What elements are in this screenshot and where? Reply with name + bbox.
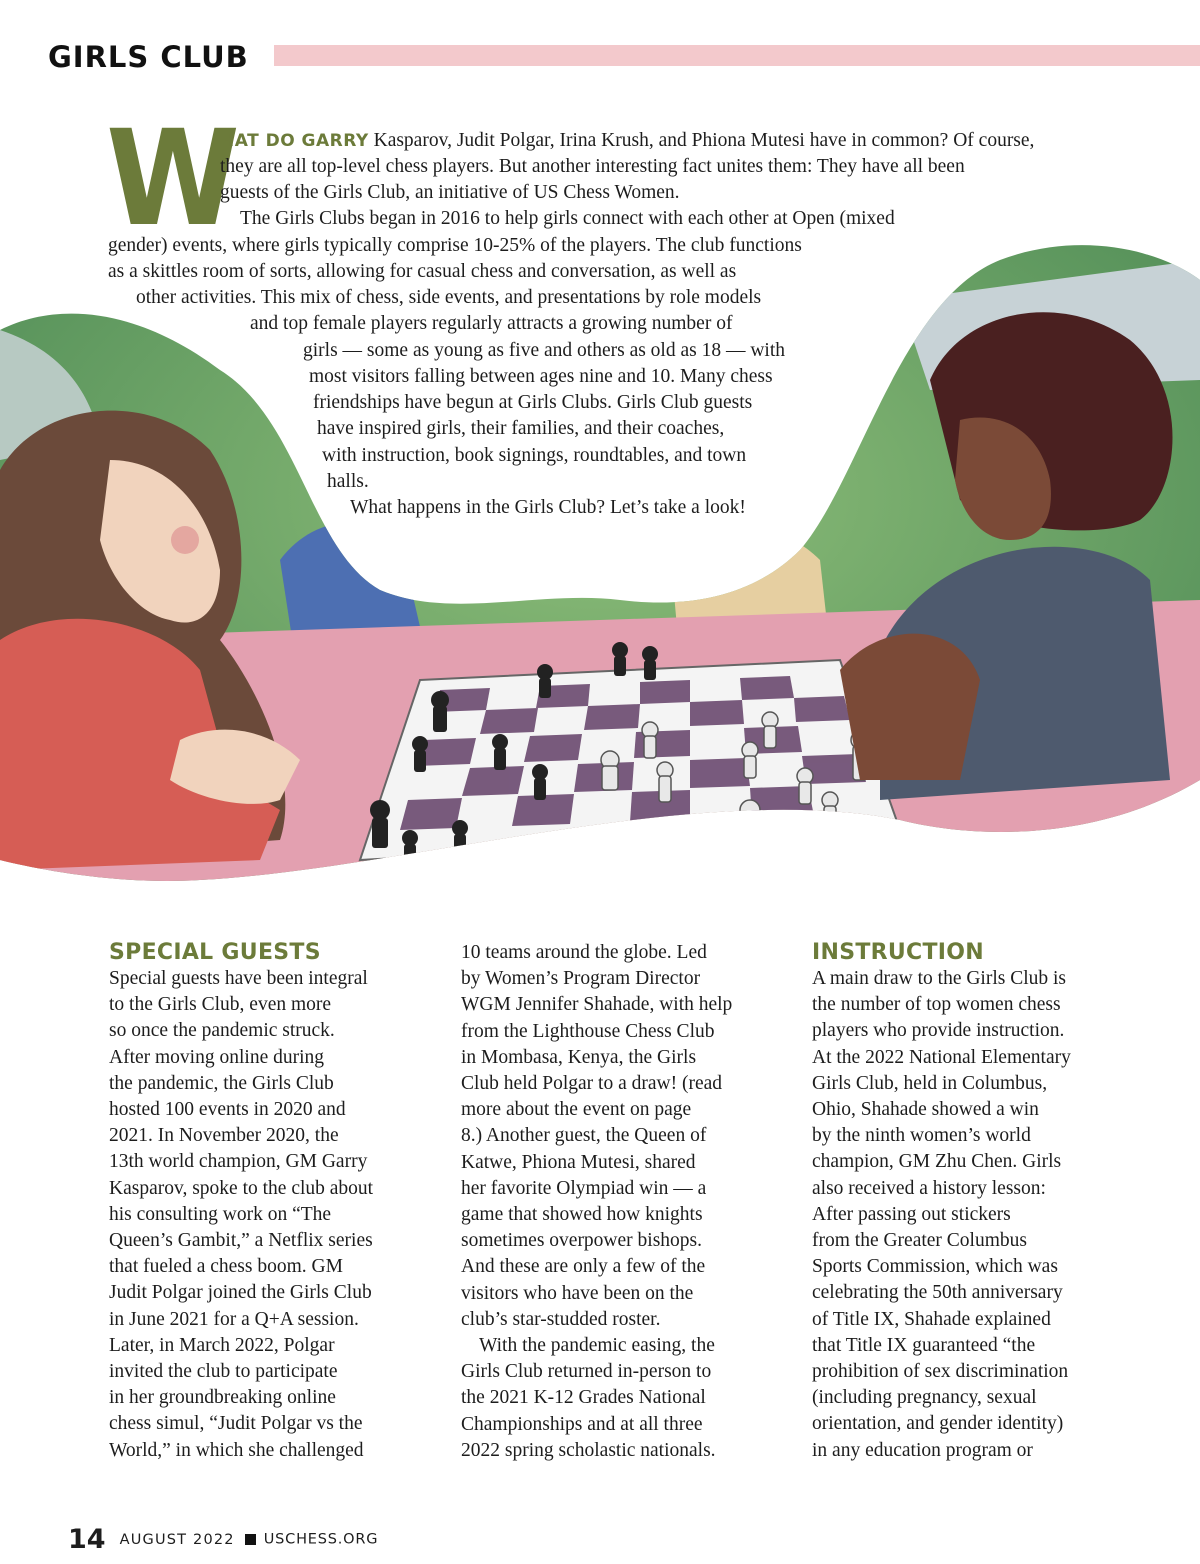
intro-line: guests of the Girls Club, an initiative of US Chess Women.: [220, 182, 680, 203]
body-line: players who provide instruction.: [812, 1020, 1065, 1042]
body-line: that fueled a chess boom. GM: [109, 1256, 343, 1278]
body-line: to the Girls Club, even more: [109, 994, 332, 1016]
intro-line: gender) events, where girls typically comprise 10-25% of the players. The club functions: [108, 235, 802, 256]
body-line: Queen’s Gambit,” a Netflix series: [109, 1230, 373, 1252]
body-line: so once the pandemic struck.: [109, 1020, 335, 1042]
column-instruction: [812, 940, 1132, 1464]
body-line: prohibition of sex discrimination: [812, 1361, 1069, 1383]
body-line: World,” in which she challenged: [109, 1439, 364, 1461]
site-url: USCHESS.ORG: [263, 1531, 379, 1548]
body-line: And these are only a few of the: [461, 1256, 706, 1278]
body-line: orientation, and gender identity): [812, 1413, 1064, 1435]
heading-instruction: INSTRUCTION: [812, 940, 985, 965]
body-line: Later, in March 2022, Polgar: [109, 1334, 335, 1356]
body-line: in her groundbreaking online: [109, 1387, 336, 1409]
body-line: club’s star-studded roster.: [461, 1308, 661, 1330]
intro-line: friendships have begun at Girls Clubs. Girls Club guests: [313, 392, 753, 413]
body-line: by the ninth women’s world: [812, 1125, 1031, 1147]
body-line: At the 2022 National Elementary: [812, 1046, 1071, 1068]
intro-line: have inspired girls, their families, and their coaches,: [317, 418, 725, 439]
header-bar: [274, 45, 1200, 66]
column-middle: [461, 940, 781, 1464]
body-line: Ohio, Shahade showed a win: [812, 1099, 1039, 1121]
body-line: that Title IX guaranteed “the: [812, 1334, 1036, 1356]
body-line: invited the club to participate: [109, 1361, 338, 1383]
body-line: in any education program or: [812, 1439, 1033, 1461]
body-line: Katwe, Phiona Mutesi, shared: [461, 1151, 696, 1173]
intro-line: as a skittles room of sorts, allowing for casual chess and conversation, as well as: [108, 261, 737, 282]
body-line: in June 2021 for a Q+A session.: [109, 1308, 359, 1330]
intro-line: most visitors falling between ages nine and 10. Many chess: [309, 366, 773, 387]
intro-line: HAT DO GARRY Kasparov, Judit Polgar, Irina Krush, and Phiona Mutesi have in common? Of course,: [220, 130, 1035, 151]
body-line: of Title IX, Shahade explained: [812, 1308, 1051, 1330]
body-line: from the Lighthouse Chess Club: [461, 1020, 715, 1042]
body-line: Special guests have been integral: [109, 968, 368, 989]
intro-line: with instruction, book signings, roundtables, and town: [322, 445, 747, 466]
issue-date: AUGUST 2022: [119, 1531, 235, 1548]
body-line: the number of top women chess: [812, 994, 1061, 1016]
lead-in: HAT DO GARRY: [220, 131, 369, 151]
intro-line: The Girls Clubs began in 2016 to help girls connect with each other at Open (mixed: [240, 208, 895, 229]
intro-line: girls — some as young as five and others as old as 18 — with: [303, 340, 786, 361]
body-line: from the Greater Columbus: [812, 1230, 1027, 1252]
drop-cap: W: [106, 102, 235, 256]
body-line: 8.) Another guest, the Queen of: [461, 1125, 707, 1147]
body-line: A main draw to the Girls Club is: [812, 968, 1067, 989]
body-line: champion, GM Zhu Chen. Girls: [812, 1151, 1062, 1173]
body-line: Girls Club, held in Columbus,: [812, 1072, 1048, 1094]
body-line: Kasparov, spoke to the club about: [109, 1177, 374, 1199]
body-line: With the pandemic easing, the: [479, 1335, 715, 1357]
body-line: 13th world champion, GM Garry: [109, 1151, 368, 1173]
body-line: more about the event on page: [461, 1099, 692, 1121]
section-title: GIRLS CLUB: [48, 40, 249, 74]
body-line: sometimes overpower bishops.: [461, 1230, 703, 1252]
body-line: in Mombasa, Kenya, the Girls: [461, 1046, 697, 1068]
body-line: the pandemic, the Girls Club: [109, 1072, 334, 1094]
body-line: 2021. In November 2020, the: [109, 1125, 339, 1147]
body-line: Club held Polgar to a draw! (read: [461, 1073, 723, 1095]
heading-special-guests: SPECIAL GUESTS: [109, 940, 321, 965]
intro-line: and top female players regularly attracts a growing number of: [250, 313, 733, 334]
body-line: the 2021 K-12 Grades National: [461, 1387, 706, 1409]
body-line: 2022 spring scholastic nationals.: [461, 1439, 716, 1461]
body-line: Championships and at all three: [461, 1413, 703, 1435]
body-line: After moving online during: [109, 1046, 325, 1068]
body-line: After passing out stickers: [812, 1203, 1011, 1225]
page-number: 14: [68, 1524, 106, 1555]
body-line: Sports Commission, which was: [812, 1256, 1058, 1278]
body-line: celebrating the 50th anniversary: [812, 1282, 1063, 1304]
body-line: 10 teams around the globe. Led: [461, 942, 707, 963]
separator-square-icon: [245, 1534, 256, 1545]
body-line: his consulting work on “The: [109, 1203, 332, 1225]
column-special-guests: [109, 940, 429, 1464]
body-line: her favorite Olympiad win — a: [461, 1177, 707, 1199]
body-line: Girls Club returned in-person to: [461, 1361, 712, 1383]
body-line: also received a history lesson:: [812, 1177, 1046, 1199]
intro-line: other activities. This mix of chess, side events, and presentations by role models: [136, 287, 762, 308]
body-line: WGM Jennifer Shahade, with help: [461, 994, 733, 1016]
body-line: (including pregnancy, sexual: [812, 1387, 1037, 1409]
body-line: visitors who have been on the: [461, 1282, 694, 1304]
intro-line: halls.: [327, 471, 369, 492]
page-header: [48, 38, 1200, 78]
intro-line: What happens in the Girls Club? Let’s take a look!: [350, 497, 746, 518]
body-line: by Women’s Program Director: [461, 968, 701, 990]
intro-line: they are all top-level chess players. But another interesting fact unites them: They have all been: [220, 156, 965, 177]
body-line: chess simul, “Judit Polgar vs the: [109, 1413, 363, 1435]
page-footer: [68, 1524, 378, 1558]
body-line: Judit Polgar joined the Girls Club: [109, 1282, 372, 1304]
body-line: hosted 100 events in 2020 and: [109, 1099, 346, 1121]
body-line: game that showed how knights: [461, 1204, 703, 1226]
